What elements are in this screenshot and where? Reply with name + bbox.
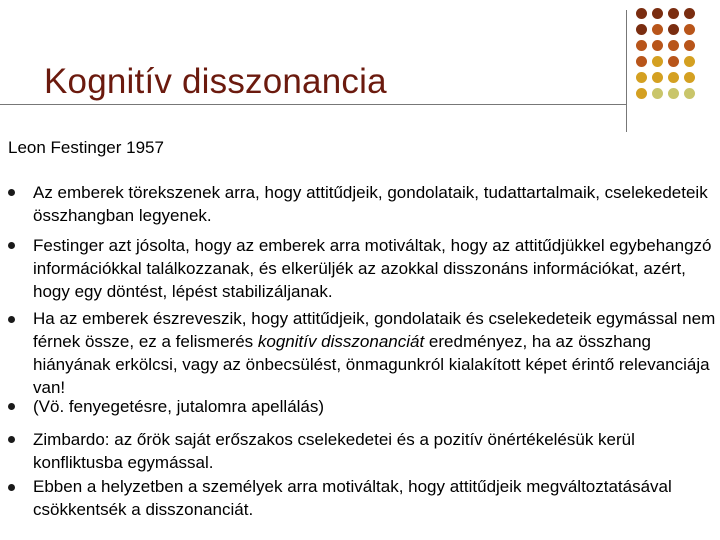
decorative-dot	[652, 72, 663, 83]
bullet-marker	[8, 403, 15, 410]
bullet-text: (Vö. fenyegetésre, jutalomra apellálás)	[33, 397, 325, 416]
decorative-dot	[684, 24, 695, 35]
decorative-dot	[668, 72, 679, 83]
bullet-text: Festinger azt jósolta, hogy az emberek arra motiváltak, hogy az attitűdjükkel egybehangzó információkkal találkozzanak, és elkerüljék az azokkal disszonáns információkat, azért, hogy egy döntést, lépést stabilizáljanak.	[33, 236, 712, 301]
decorative-dot	[668, 40, 679, 51]
decorative-dot	[668, 24, 679, 35]
decorative-dot	[636, 56, 647, 67]
decorative-dot	[636, 24, 647, 35]
slide-title: Kognitív disszonancia	[44, 62, 387, 101]
bullet-marker	[8, 189, 15, 196]
decorative-dot	[652, 56, 663, 67]
decorative-dot	[684, 88, 695, 99]
decorative-dot	[684, 8, 695, 19]
decorative-dot	[684, 56, 695, 67]
vertical-divider	[626, 10, 627, 132]
decorative-dot	[684, 72, 695, 83]
bullet-text-part: Ha az emberek észreveszik, hogy attitűdjeik, gondolataik és cselekedeteik egymással nem férnek össze, ez a felismerés	[33, 309, 716, 351]
decorative-dot	[652, 88, 663, 99]
decorative-dot	[652, 40, 663, 51]
decorative-dot	[636, 40, 647, 51]
bullet-text: Zimbardo: az őrök saját erőszakos cselekedetei és a pozitív önértékelésük kerül konfliktusba egymással.	[33, 430, 635, 472]
decorative-dot	[652, 24, 663, 35]
bullet-text: Az emberek törekszenek arra, hogy attitűdjeik, gondolataik, tudattartalmaik, cselekedeteik összhangban legyenek.	[33, 183, 708, 225]
horizontal-divider	[0, 104, 626, 105]
decorative-dot	[652, 8, 663, 19]
decorative-dot	[636, 8, 647, 19]
bullet-text: Ebben a helyzetben a személyek arra motiváltak, hogy attitűdjeik megváltoztatásával csökkentsék a disszonanciát.	[33, 477, 672, 519]
decorative-dot	[668, 8, 679, 19]
bullet-marker	[8, 242, 15, 249]
bullet-text-part: eredményez, ha az összhang hiányának erkölcsi, vagy az önbecsülést, önmagunkról kialakított képet érintő relevanciája van!	[33, 332, 710, 397]
decorative-dot	[668, 56, 679, 67]
bullet-marker	[8, 484, 15, 491]
decorative-dot	[636, 88, 647, 99]
decorative-dot	[668, 88, 679, 99]
slide-subtitle: Leon Festinger 1957	[8, 138, 164, 157]
bullet-text-emphasis: kognitív disszonanciát	[257, 332, 425, 351]
bullet-marker	[8, 436, 15, 443]
decorative-dot	[684, 40, 695, 51]
bullet-marker	[8, 316, 15, 323]
bullet-text	[33, 307, 718, 399]
decorative-dot	[636, 72, 647, 83]
